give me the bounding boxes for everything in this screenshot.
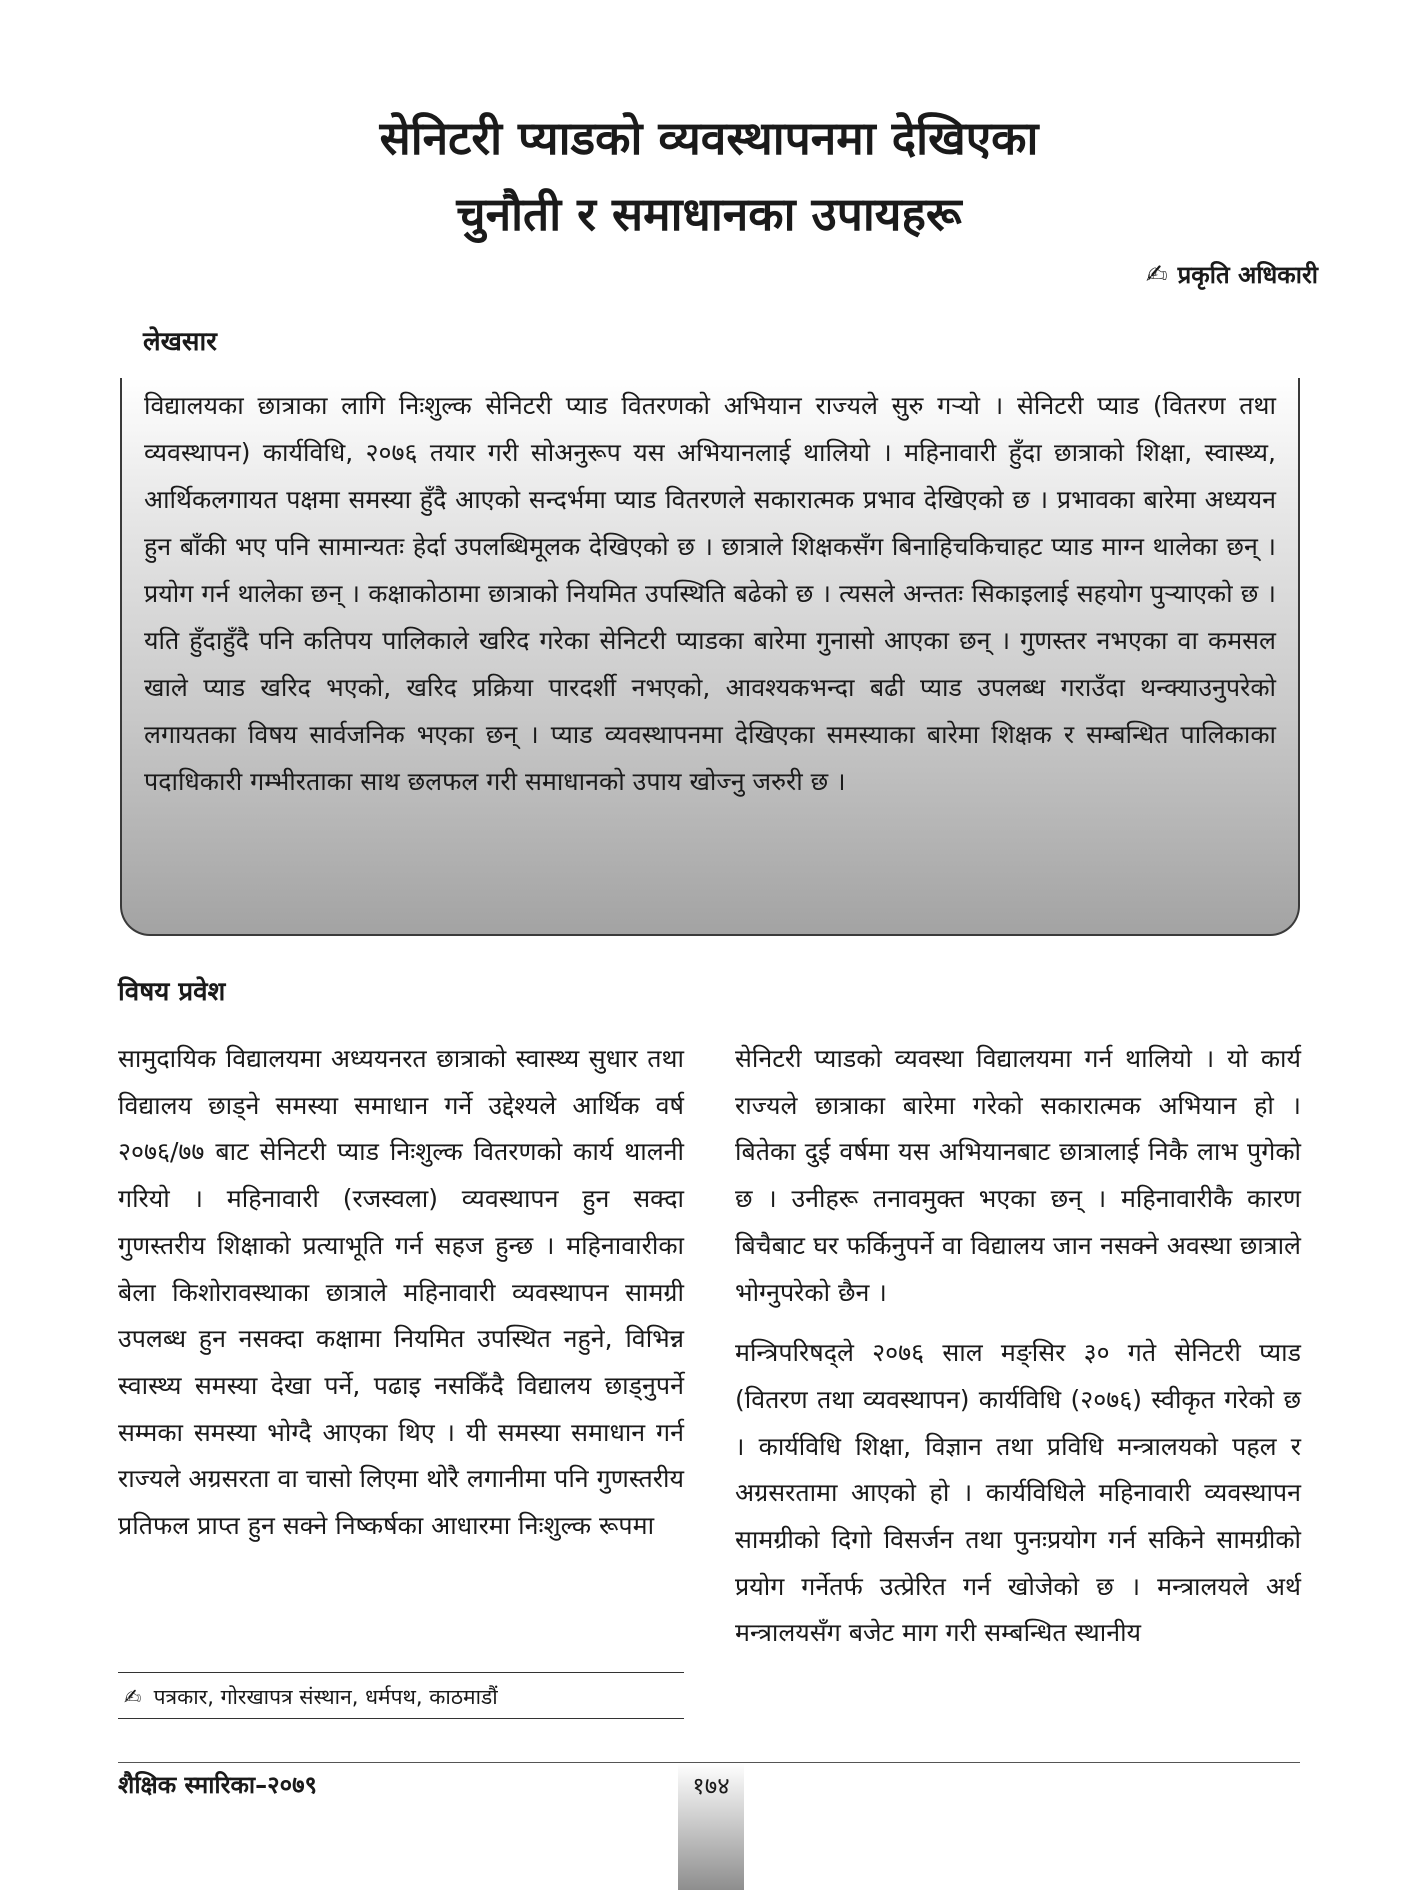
author-byline: [1146, 258, 1318, 291]
abstract-box: [120, 378, 1300, 936]
footnote-text: पत्रकार, गोरखापत्र संस्थान, धर्मपथ, काठमाडौं: [153, 1685, 498, 1709]
title-line-2: चुनौती र समाधानका उपायहरू: [456, 187, 962, 241]
abstract-text: विद्यालयका छात्राका लागि निःशुल्क सेनिटरी प्याड वितरणको अभियान राज्यले सुरु गर्‍यो । सेनिटरी प्याड (वितरण तथा व्यवस्थापन) कार्यविधि, २०७६ तयार गरी सोअनुरूप यस अभियानलाई थालियो । महिनावारी हुँदा छात्राको शिक्षा, स्वास्थ्य, आर्थिकलगायत पक्षमा समस्या हुँदै आएको सन्दर्भमा प्याड वितरणले सकारात्मक प्रभाव देखिएको छ । प्रभावका बारेमा अध्ययन हुन बाँकी भए पनि सामान्यतः हेर्दा उपलब्धिमूलक देखिएको छ । छात्राले शिक्षकसँग बिनाहिचकिचाहट प्याड माग्न थालेका छन् । प्रयोग गर्न थालेका छन् । कक्षाकोठामा छात्राको नियमित उपस्थिति बढेको छ । त्यसले अन्ततः सिकाइलाई सहयोग पुर्‍याएको छ । यति हुँदाहुँदै पनि कतिपय पालिकाले खरिद गरेका सेनिटरी प्याडका बारेमा गुनासो आएका छन् । गुणस्तर नभएका वा कमसल खाले प्याड खरिद भएको, खरिद प्रक्रिया पारदर्शी नभएको, आवश्यकभन्दा बढी प्याड उपलब्ध गराउँदा थन्क्याउनुपरेको लगायतका विषय सार्वजनिक भएका छन् । प्याड व्यवस्थापनमा देखिएका समस्याका बारेमा शिक्षक र सम्बन्धित पालिकाका पदाधिकारी गम्भीरताका साथ छलफल गरी समाधानको उपाय खोज्नु जरुरी छ ।: [144, 391, 1276, 796]
page-number: १७४: [692, 1772, 730, 1800]
right-paragraph-1: सेनिटरी प्याडको व्यवस्था विद्यालयमा गर्न थालियो । यो कार्य राज्यले छात्राका बारेमा गरेको सकारात्मक अभियान हो । बितेका दुई वर्षमा यस अभियानबाट छात्रालाई निकै लाभ पुगेको छ । उनीहरू तनावमुक्त भएका छन् । महिनावारीकै कारण बिचैबाट घर फर्किनुपर्ने वा विद्यालय जान नसक्ने अवस्था छात्राले भोग्नुपरेको छैन ।: [735, 1044, 1301, 1307]
right-column: [735, 1036, 1301, 1671]
footnote-rule-bottom: [118, 1718, 684, 1719]
left-column: [118, 1036, 684, 1564]
article-title: [0, 100, 1418, 252]
left-paragraph: सामुदायिक विद्यालयमा अध्ययनरत छात्राको स्वास्थ्य सुधार तथा विद्यालय छाड्ने समस्या समाधान गर्ने उद्देश्यले आर्थिक वर्ष २०७६/७७ बाट सेनिटरी प्याड निःशुल्क वितरणको कार्य थालनी गरियो । महिनावारी (रजस्वला) व्यवस्थापन हुन सक्दा गुणस्तरीय शिक्षाको प्रत्याभूति गर्न सहज हुन्छ । महिनावारीका बेला किशोरावस्थाका छात्राले महिनावारी व्यवस्थापन सामग्री उपलब्ध हुन नसक्दा कक्षामा नियमित उपस्थित नहुने, विभिन्न स्वास्थ्य समस्या देखा पर्ने, पढाइ नसकिँदै विद्यालय छाड्नुपर्ने सम्मका समस्या भोग्दै आएका थिए । यी समस्या समाधान गर्न राज्यले अग्रसरता वा चासो लिएमा थोरै लगानीमा पनि गुणस्तरीय प्रतिफल प्राप्त हुन सक्ने निष्कर्षका आधारमा निःशुल्क रूपमा: [118, 1044, 684, 1541]
publication-name: शैक्षिक स्मारिका–२०७९: [118, 1771, 318, 1799]
pen-icon: ✍: [124, 1685, 142, 1709]
footnote: [124, 1680, 498, 1714]
abstract-heading: लेखसार: [143, 327, 217, 357]
pen-icon: ✍: [1145, 260, 1168, 290]
right-paragraph-2: मन्त्रिपरिषद्ले २०७६ साल मङ्सिर ३० गते सेनिटरी प्याड (वितरण तथा व्यवस्थापन) कार्यविधि (२०७६) स्वीकृत गरेको छ । कार्यविधि शिक्षा, विज्ञान तथा प्रविधि मन्त्रालयको पहल र अग्रसरतामा आएको हो । कार्यविधिले महिनावारी व्यवस्थापन सामग्रीको दिगो विसर्जन तथा पुनःप्रयोग गर्न सकिने सामग्रीको प्रयोग गर्नेतर्फ उत्प्रेरित गर्न खोजेको छ । मन्त्रालयले अर्थ मन्त्रालयसँग बजेट माग गरी सम्बन्धित स्थानीय: [735, 1338, 1301, 1648]
author-name: प्रकृति अधिकारी: [1177, 261, 1318, 289]
page-number-tab: [678, 1763, 744, 1890]
title-line-1: सेनिटरी प्याडको व्यवस्थापनमा देखिएका: [379, 111, 1039, 165]
section-heading: विषय प्रवेश: [118, 977, 226, 1007]
footnote-rule-top: [118, 1672, 684, 1673]
